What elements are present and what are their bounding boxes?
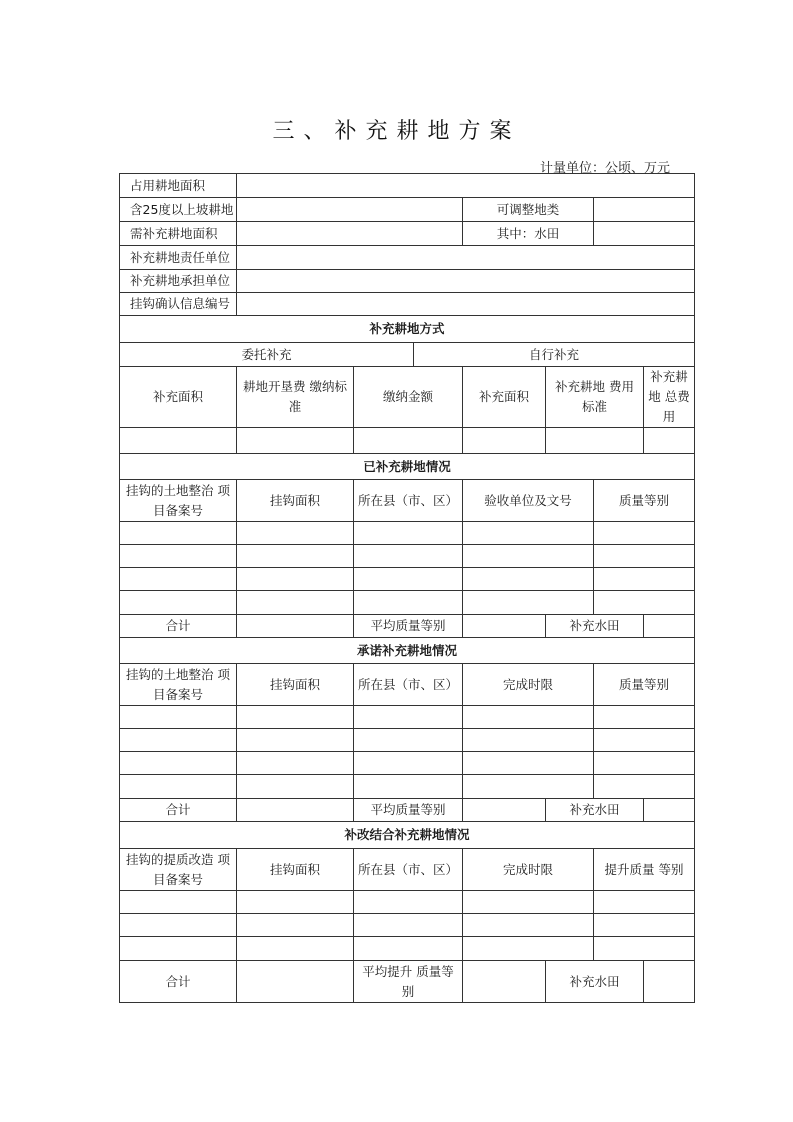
table-row (120, 591, 695, 615)
promised-avg-quality-value[interactable] (463, 799, 546, 822)
promised-total-value[interactable] (237, 799, 354, 822)
method-col-5: 补充耕地 费用标准 (546, 367, 644, 428)
responsible-unit-label: 补充耕地责任单位 (120, 246, 237, 270)
confirm-no-value[interactable] (237, 293, 695, 316)
table-row (120, 937, 695, 961)
occupied-area-label: 占用耕地面积 (120, 174, 237, 198)
method-cell[interactable] (354, 428, 463, 454)
upgrade-col-5: 提升质量 等别 (594, 849, 695, 891)
adjustable-value[interactable] (594, 198, 695, 222)
promised-col-3: 所在县（市、区） (354, 664, 463, 706)
done-header: 已补充耕地情况 (120, 454, 695, 480)
done-col-2: 挂钩面积 (237, 480, 354, 522)
promised-col-1: 挂钩的土地整治 项目备案号 (120, 664, 237, 706)
table-row (120, 775, 695, 799)
upgrade-total-label: 合计 (120, 961, 237, 1003)
method-col-3: 缴纳金额 (354, 367, 463, 428)
upgrade-avg-label: 平均提升 质量等别 (354, 961, 463, 1003)
done-col-5: 质量等别 (594, 480, 695, 522)
table-row (120, 568, 695, 591)
upgrade-avg-value[interactable] (463, 961, 546, 1003)
upgrade-paddy-value[interactable] (644, 961, 695, 1003)
paddy-value[interactable] (594, 222, 695, 246)
table-row (120, 752, 695, 775)
method-cell[interactable] (463, 428, 546, 454)
need-area-value[interactable] (237, 222, 463, 246)
promised-col-2: 挂钩面积 (237, 664, 354, 706)
done-avg-quality-value[interactable] (463, 615, 546, 638)
promised-paddy-value[interactable] (644, 799, 695, 822)
measurement-unit: 计量单位：公顷、万元 (540, 161, 671, 176)
upgrade-header: 补改结合补充耕地情况 (120, 822, 695, 849)
done-paddy-label: 补充水田 (546, 615, 644, 638)
promised-header: 承诺补充耕地情况 (120, 638, 695, 664)
done-paddy-value[interactable] (644, 615, 695, 638)
adjustable-label: 可调整地类 (463, 198, 594, 222)
method-cell[interactable] (120, 428, 237, 454)
promised-avg-quality-label: 平均质量等别 (354, 799, 463, 822)
done-col-3: 所在县（市、区） (354, 480, 463, 522)
page-title: 三、补充耕地方案 (272, 119, 521, 144)
method-col-4: 补充面积 (463, 367, 546, 428)
method-cell[interactable] (644, 428, 695, 454)
table-row (120, 545, 695, 568)
upgrade-col-1: 挂钩的提质改造 项目备案号 (120, 849, 237, 891)
table-row (120, 522, 695, 545)
table-row (120, 891, 695, 914)
occupied-area-value[interactable] (237, 174, 695, 198)
done-col-1: 挂钩的土地整治 项目备案号 (120, 480, 237, 522)
slope25-value[interactable] (237, 198, 463, 222)
method-col-2: 耕地开垦费 缴纳标准 (237, 367, 354, 428)
done-total-value[interactable] (237, 615, 354, 638)
done-total-label: 合计 (120, 615, 237, 638)
promised-paddy-label: 补充水田 (546, 799, 644, 822)
promised-col-5: 质量等别 (594, 664, 695, 706)
confirm-no-label: 挂钩确认信息编号 (120, 293, 237, 316)
paddy-label: 其中：水田 (463, 222, 594, 246)
undertaking-unit-label: 补充耕地承担单位 (120, 270, 237, 293)
upgrade-col-2: 挂钩面积 (237, 849, 354, 891)
need-area-label: 需补充耕地面积 (120, 222, 237, 246)
upgrade-col-4: 完成时限 (463, 849, 594, 891)
responsible-unit-value[interactable] (237, 246, 695, 270)
entrusted-label: 委托补充 (120, 343, 414, 367)
self-label: 自行补充 (414, 343, 695, 367)
upgrade-col-3: 所在县（市、区） (354, 849, 463, 891)
done-avg-quality-label: 平均质量等别 (354, 615, 463, 638)
table-row (120, 706, 695, 729)
table-row (120, 914, 695, 937)
method-cell[interactable] (237, 428, 354, 454)
table-row (120, 729, 695, 752)
done-col-4: 验收单位及文号 (463, 480, 594, 522)
undertaking-unit-value[interactable] (237, 270, 695, 293)
upgrade-paddy-label: 补充水田 (546, 961, 644, 1003)
method-header: 补充耕地方式 (120, 316, 695, 343)
method-col-1: 补充面积 (120, 367, 237, 428)
slope25-label: 含25度以上坡耕地 (120, 198, 237, 222)
upgrade-total-value[interactable] (237, 961, 354, 1003)
method-col-6: 补充耕地 总费用 (644, 367, 695, 428)
method-cell[interactable] (546, 428, 644, 454)
promised-total-label: 合计 (120, 799, 237, 822)
supplement-plan-form (119, 173, 695, 1003)
promised-col-4: 完成时限 (463, 664, 594, 706)
